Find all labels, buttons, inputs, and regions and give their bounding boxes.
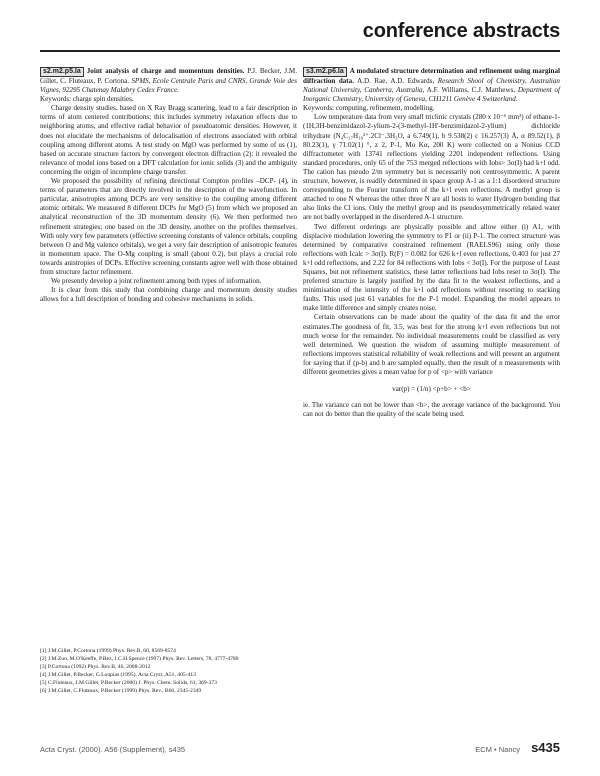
header-rule xyxy=(40,50,560,52)
abstract-authors: P.J. Becker, J.M. Gillet, C. Fluteaux, P. Cortona. xyxy=(40,67,298,85)
abstract-left xyxy=(40,67,297,304)
reference-item: [3] P.Cortona (1992) Phys. Rev.B, 46, 2008-2012 xyxy=(40,663,151,670)
footer-conference: ECM • Nancy xyxy=(475,745,520,754)
abstract-id-badge: s3.m2.p6.Ia xyxy=(303,67,347,77)
body-paragraph: Two different orderings are physically possible and allow either (i) A1, with displacive modulation lowering the symmetry to P1 or (ii) P-1. The correct structure was determined by comparative constrained refinement (RAELS96) using only those reflections with Icalc > 3σ(I). R(F) = 0.082 for 626 k+l even reflections, 0.403 for just 27 k+l odd reflections, and 2.22 for 84 reflections with Iobs < 3σ(I). For the purpose of Least Squares, but not refinement statistics, these latter reflections had Iobs reset to 3σ(I). The preferred structure is largely justified by the data fit to the weakest reflections, and a minimisation of the intensity of the k+l odd reflections without resorting to stacking faults. This used just 61 variables for the P-1 model. Expanding the model appears to make little difference and simply creates noise. xyxy=(303,222,560,313)
body-paragraph: Charge density studies, based on X Ray Bragg scattering, lead to a fair description in terms of atom centered contributions; this includes symmetry relaxation effects due to neighboring atoms, and effective radial behavior of pseudoatomic densities. However, it does not elucidate the mechanisms of delocalisation of electrons associated with orbital coupling among different atoms. A test study on MgO was performed by some of us (1), based on accurate structure factors by convergent electron diffraction (2): it revealed the relevance of model ions based on a DFT calculation for ionic solids (3) and the ambiguity concerning the origin of incomplete charge transfer. xyxy=(40,104,297,176)
abstract-authors-secondary: A.F. Williams, C.J. Matthews, xyxy=(426,86,516,95)
abstract-affiliation-secondary: Department of Inorganic Chemistry, University of Geneva, CH1211 Genève 4 Switzerland. xyxy=(303,86,560,104)
reference-list xyxy=(40,648,297,695)
abstract-keywords: Keywords: computing, refinement, modelling. xyxy=(303,104,435,113)
reference-item: [6] J.M.Gillet, C.Fluteaux, P.Becker (1999) Phys. Rev., B60, 2345-2349 xyxy=(40,687,202,694)
page-footer xyxy=(40,740,560,758)
reference-item: [4] J.M.Gillet, P.Becker, G.Loupias (1995), Acta Cryst.,A51, 405-413 xyxy=(40,671,196,678)
abstract-keywords: Keywords: charge spin densities. xyxy=(40,95,134,104)
abstract-left-heading xyxy=(40,67,297,95)
running-header-title: conference abstracts xyxy=(362,20,560,42)
abstract-title: A modulated structure determination and refinement using marginal diffraction data. xyxy=(303,67,560,85)
page-number: s435 xyxy=(531,740,560,755)
abstract-affiliation: Research Shool of Chemistry, Australian National University, Canberra, Australia, xyxy=(303,77,560,95)
body-paragraph: Certain observations can be made about the quality of the data fit and the error estimates.The goodness of fit, 3.5, was best for the strong k+l even reflections but not much worse for the remainder. No individual measurements could be classified as very well determined. We question the wisdom of assuming multiple measurement of reflections improves statistical reliability of weak reflections and will present an argument for saying that if (p-b) and b are sampled equally, then the result of n measurements with different geometries gives a mean value for p of <p> with variance xyxy=(303,313,560,376)
reference-item: [5] C.Fluteaux, J.M.Gillet, P.Becker (2000) J. Phys. Chem. Solids, 61, 369-373 xyxy=(40,679,217,686)
variance-formula: var(p) = (1/n) <p+b> + <b> xyxy=(392,385,471,394)
body-paragraph: We proposed the possibility of refining directional Compton profiles –DCP- (4), in terms of parameters that are directly involved in the description of the wavefunction. In particular, anisotropies among DCPs are very sensitive to the coupling among different atomic orbitals. We measured 8 different DCPs for MgO (5) from which we proposed an analytical reconstruction of the 3D momentum density (6). We then performed two refinement strategies; one based on the 3D density, another on the profiles themselves. With only very few parameters (effective screening constants of valence orbitals, coupling between O and Mg valence orbitals), we get a very fair description of anisotropic features in momentum space. The O-Mg coupling is small (about 0.2), but plays a crucial role towards anistropies of DCPs. Effective screening constants agree well with those obtained from structure factor refinement. xyxy=(40,177,297,276)
abstract-right-heading xyxy=(303,67,560,104)
body-paragraph: Low temperature data from very small triclinic crystals (280 x 10⁻⁶ mm³) of ethane-1-(1H,3H-benzimidazol-2-ylium-2-(3-methyl-1H'-benzimidazol-2-ylium) dichloride trihydrate (N₄C₁₇H₁₈²⁺.2Cl⁻.3H₂O, a 6.749(1), b 9.538(2) c 16.257(3) Å, α 89.52(1), β 80.23(1), γ 71.02(1) °, z 2, P-1, Mo Kα, 200 K) were collected on a Nonius CCD diffractometer with 13741 reflections yielding 2201 independent reflections. Using standard procedures, only 65 of the 753 merged reflections with Iobs> 3σ(I) had k+l odd. The cation has pseudo 2/m symmetry but is necessarily non centrosymmetric. A parent structure, however, is readily determined in space group A-1 as a 1:1 disordered structure corresponding to the Fourier transform of the k+l even reflections. A methyl group is attached to one N whereas the other three N are all hosts to water Hydrogen bonding that also links the Cl ions. Only the methyl group and its pseudosymmetrically related water are not badly overlapped in the disordered A-1 structure. xyxy=(303,113,560,222)
abstract-title: Joint analysis of charge and momentum densities. xyxy=(86,67,245,75)
abstract-right xyxy=(303,67,560,419)
abstract-id-badge: s2.m2.p5.Ia xyxy=(40,67,84,77)
reference-item: [2] J.M.Zuo, M.O'Keeffe, P.Rez, J.C.H.Spence (1997) Phys. Rev. Letters, 78, 4777-4780 xyxy=(40,655,239,662)
abstract-authors: A.D. Rae, A.D. Edwards, xyxy=(357,77,435,85)
body-paragraph-closing: ie. The variance can not be lower than <b>, the average variance of the background. You can not do better than the quality of the scale being used. xyxy=(303,401,560,419)
reference-item: [1] J.M.Gillet, P.Cortona (1999) Phys. Rev.B, 60, 8569-8574 xyxy=(40,648,176,654)
body-paragraph: It is clear from this study that combining charge and momentum density studies allows for a full description of bonding and cohesive mechanisms in solids. xyxy=(40,286,297,304)
abstract-affiliation: SPMS, Ecole Centrale Paris and CNRS, Grande Voie des Vignes, 92295 Chatenay Malabry Cedex France. xyxy=(40,77,297,95)
body-paragraph: We presently develop a joint refinement among both types of information. xyxy=(51,277,262,286)
footer-citation: Acta Cryst. (2000). A56 (Supplement), s435 xyxy=(40,745,186,754)
